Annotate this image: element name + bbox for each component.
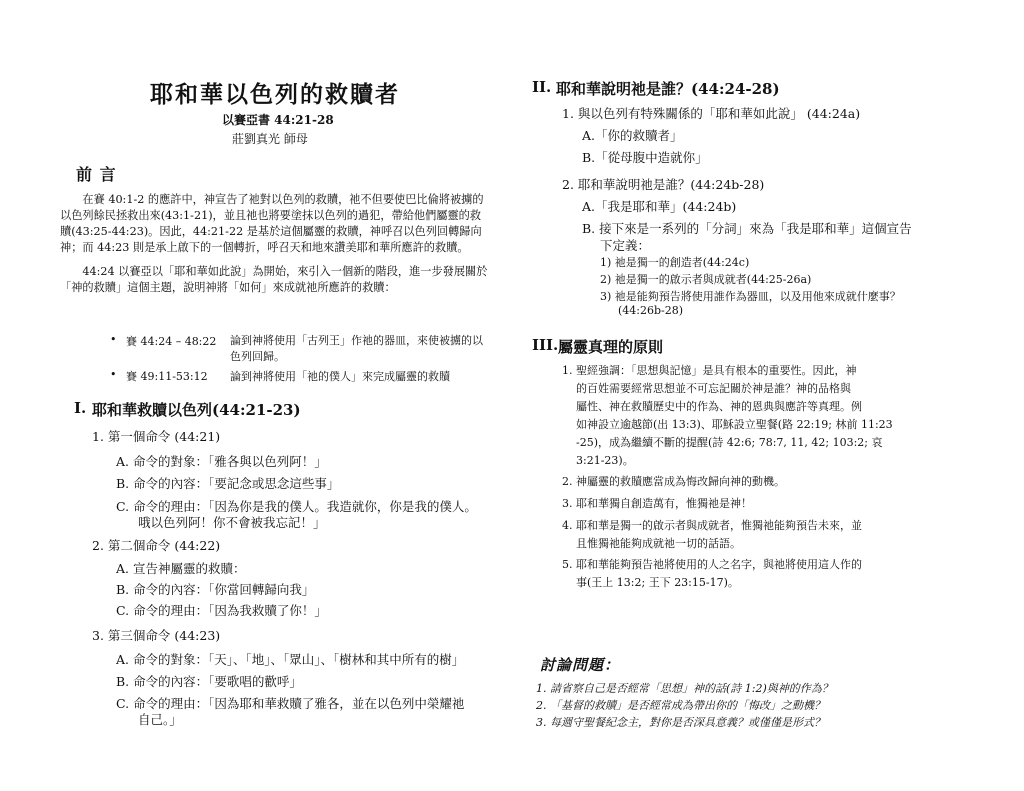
principle-4: 4. 耶和華是獨一的啟示者與成就者，惟獨祂能夠預告未來，並: [562, 519, 862, 532]
command-1-a: A. 命令的對象：「雅各與以色列阿！」: [116, 454, 327, 469]
preface-paragraph-1: 在賽 40:1-2 的應許中，神宣告了祂對以色列的救贖，祂不但要使巴比倫將被擄的以色列餘民拯救出來(43:1-21)，並且祂也將要塗抹以色列的過犯，帶給他們屬靈的救贖(43:25-44:23)。因此，44:21-22 是基於這個屬靈的救贖，神呼召以色列回轉歸向神；而 44:23 則是承上啟下的一個轉折，呼召天和地來讚美耶和華所應許的救贖。: [60, 193, 484, 254]
section-2-title: 耶和華說明祂是誰？(44:24-28): [556, 80, 780, 98]
bullet-ref: 賽 49:11-53:12: [126, 370, 208, 383]
point-2-a: A.「我是耶和華」(44:24b): [582, 199, 737, 214]
section-1-title: 耶和華救贖以色列(44:21-23): [92, 401, 301, 419]
command-2-a: A. 宣告神屬靈的救贖：: [116, 561, 246, 576]
scripture-passage: 以賽亞書 44:21-28: [222, 113, 334, 127]
command-2-c: C. 命令的理由：「因為我救贖了你！」: [116, 603, 327, 618]
command-3-c: C. 命令的理由：「因為耶和華救贖了雅各，並在以色列中榮耀祂: [116, 696, 465, 711]
point-1: 1. 與以色列有特殊關係的「耶和華如此說」 (44:24a): [562, 106, 861, 121]
command-1-c-cont: 哦以色列阿！你不會被我忘記！」: [138, 515, 326, 530]
discussion-heading: 討論問題：: [540, 656, 621, 674]
command-3-b: B. 命令的內容：「要歌唱的歡呼」: [116, 674, 302, 689]
command-1-c: C. 命令的理由：「因為你是我的僕人。我造就你，你是我的僕人。: [116, 499, 477, 514]
point-2-b: B. 接下來是一系列的「分詞」來為「我是耶和華」這個宣告: [582, 221, 912, 236]
discussion-question: 3. 每週守聖餐紀念主，對你是否深具意義？或僅僅是形式？: [536, 716, 825, 729]
principle-1: 1. 聖經強調：「思想與記憶」是具有根本的重要性。因此，神: [562, 364, 857, 377]
principle-4-line: 且惟獨祂能夠成就祂一切的話語。: [576, 537, 741, 550]
section-2-number: II.: [532, 78, 552, 96]
principle-1-line: 的百姓需要經常思想並不可忘記關於神是誰？神的品格與: [576, 382, 851, 395]
principle-1-line: -25)，成為繼續不斷的提醒(詩 42:6; 78:7, 11, 42; 103:2; 哀: [576, 436, 883, 449]
point-2-b-item: 1) 祂是獨一的創造者(44:24c): [600, 256, 750, 269]
command-2: 2. 第二個命令 (44:22): [92, 538, 221, 553]
principle-5-line: 事(王上 13:2; 王下 23:15-17)。: [576, 576, 739, 589]
bullet-ref: 賽 44:24 – 48:22: [126, 335, 217, 348]
principle-1-line: 如神設立逾越節(出 13:3)、耶穌設立聖餐(路 22:19; 林前 11:23: [576, 418, 893, 431]
point-2-b-cont: 下定義：: [600, 238, 651, 253]
bullet-text: 論到神將使用「祂的僕人」來完成屬靈的救贖: [230, 370, 450, 383]
section-3-title: 屬靈真理的原則: [558, 338, 664, 356]
point-1-a: A.「你的救贖者」: [582, 128, 683, 143]
command-3-a: A. 命令的對象：「天」、「地」、「眾山」、「樹林和其中所有的樹」: [116, 652, 465, 667]
section-3-number: III.: [532, 336, 559, 354]
principle-1-line: 屬性、神在救贖歷史中的作為、神的恩典與應許等真理。例: [576, 400, 862, 413]
bullet-dot-icon: •: [110, 333, 117, 346]
point-2-b-item: 3) 祂是能夠預告將使用誰作為器皿，以及用他來成就什麼事？: [600, 290, 901, 303]
command-3-c-cont: 自己。」: [138, 712, 182, 727]
bullet-text: 論到神將使用「古列王」作祂的器皿，來使被擄的以色列回歸。: [230, 334, 483, 363]
point-2-b-item: 2) 祂是獨一的啟示者與成就者(44:25-26a): [600, 273, 812, 286]
page-title: 耶和華以色列的救贖者: [150, 81, 400, 108]
command-1-b: B. 命令的內容：「要記念或思念這些事」: [116, 476, 340, 491]
point-2-b-item-ref: (44:26b-28): [618, 304, 684, 317]
discussion-question: 1. 請省察自己是否經常「思想」神的話(詩 1:2)與神的作為？: [536, 682, 833, 695]
command-3: 3. 第三個命令 (44:23): [92, 628, 221, 643]
discussion-question: 2. 「基督的救贖」是否經常成為帶出你的「悔改」之動機？: [536, 699, 825, 712]
principle-5: 5. 耶和華能夠預告祂將使用的人之名字，與祂將使用這人作的: [562, 558, 862, 571]
principle-1-line: 3:21-23)。: [576, 454, 634, 467]
preface-paragraph-2: 44:24 以賽亞以「耶和華如此說」為開始，來引入一個新的階段，進一步發展關於「神的救贖」這個主題，說明神將「如何」來成就祂所應許的救贖：: [60, 265, 488, 294]
principle-2: 2. 神屬靈的救贖應當成為悔改歸向神的動機。: [562, 475, 785, 488]
point-1-b: B.「從母腹中造就你」: [582, 150, 708, 165]
command-2-b: B. 命令的內容：「你當回轉歸向我」: [116, 582, 315, 597]
bullet-dot-icon: •: [110, 368, 117, 381]
command-1: 1. 第一個命令 (44:21): [92, 429, 221, 444]
point-2: 2. 耶和華說明祂是誰？(44:24b-28): [562, 177, 765, 192]
preface-heading: 前 言: [76, 165, 117, 184]
principle-3: 3. 耶和華獨自創造萬有，惟獨祂是神！: [562, 497, 752, 510]
author-line: 莊劉真光 師母: [232, 132, 308, 146]
section-1-number: I.: [74, 399, 87, 417]
